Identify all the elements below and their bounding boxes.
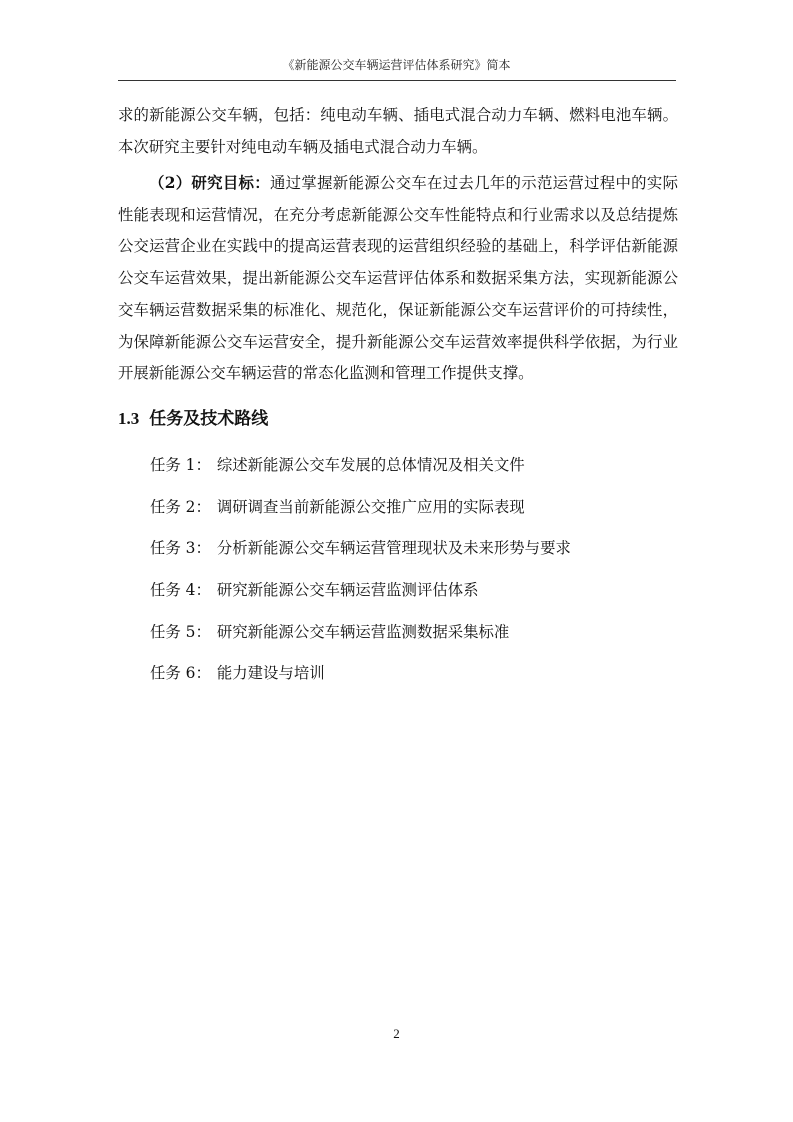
running-header-title: 《新能源公交车辆运营评估体系研究》简本 — [282, 58, 511, 72]
task-item-6 — [150, 660, 571, 702]
section-heading — [118, 406, 268, 432]
task-label: 任务 2： — [150, 497, 211, 516]
task-item-1 — [150, 452, 571, 494]
task-label: 任务 5： — [150, 622, 211, 641]
section-title: 任务及技术路线 — [149, 409, 269, 429]
task-item-4 — [150, 577, 571, 619]
task-text: 综述新能源公交车发展的总体情况及相关文件 — [216, 456, 525, 474]
task-text: 研究新能源公交车辆运营监测数据采集标准 — [216, 622, 510, 641]
section-number: 1.3 — [118, 409, 140, 428]
task-text: 分析新能源公交车辆运营管理现状及未来形势与要求 — [216, 539, 571, 558]
task-item-3 — [150, 535, 571, 577]
body-paragraph-research-goal — [118, 168, 678, 390]
task-label: 任务 1： — [150, 456, 211, 474]
task-item-2 — [150, 494, 571, 536]
task-item-5 — [150, 619, 571, 661]
task-text: 能力建设与培训 — [216, 664, 325, 683]
page-number: 2 — [393, 1026, 400, 1041]
research-goal-text: 通过掌握新能源公交车在过去几年的示范运营过程中的实际性能表现和运营情况，在充分考虑新能源公交车性能特点和行业需求以及总结提炼公交运营企业在实践中的提高运营表现的运营组织经验的基础上，科学评估新能源公交车运营效果，提出新能源公交车运营评估体系和数据采集方法，实现新能源公交车辆运营数据采集的标准化、规范化，保证新能源公交车运营评价的可持续性，为保障新能源公交车运营安全，提升新能源公交车运营效率提供科学依据，为行业开展新能源公交车辆运营的常态化监测和管理工作提供支撑。 — [118, 174, 678, 383]
task-label: 任务 3： — [150, 539, 211, 558]
header-divider — [118, 80, 676, 81]
task-label: 任务 4： — [150, 581, 211, 600]
task-list — [150, 452, 571, 702]
task-label: 任务 6： — [150, 664, 211, 683]
task-text: 调研调查当前新能源公交推广应用的实际表现 — [216, 497, 525, 516]
task-text: 研究新能源公交车辆运营监测评估体系 — [216, 581, 479, 600]
body-paragraph-vehicle-types: 求的新能源公交车辆，包括：纯电动车辆、插电式混合动力车辆、燃料电池车辆。本次研究主要针对纯电动车辆及插电式混合动力车辆。 — [118, 106, 678, 156]
research-goal-lead: （2）研究目标： — [149, 174, 270, 192]
